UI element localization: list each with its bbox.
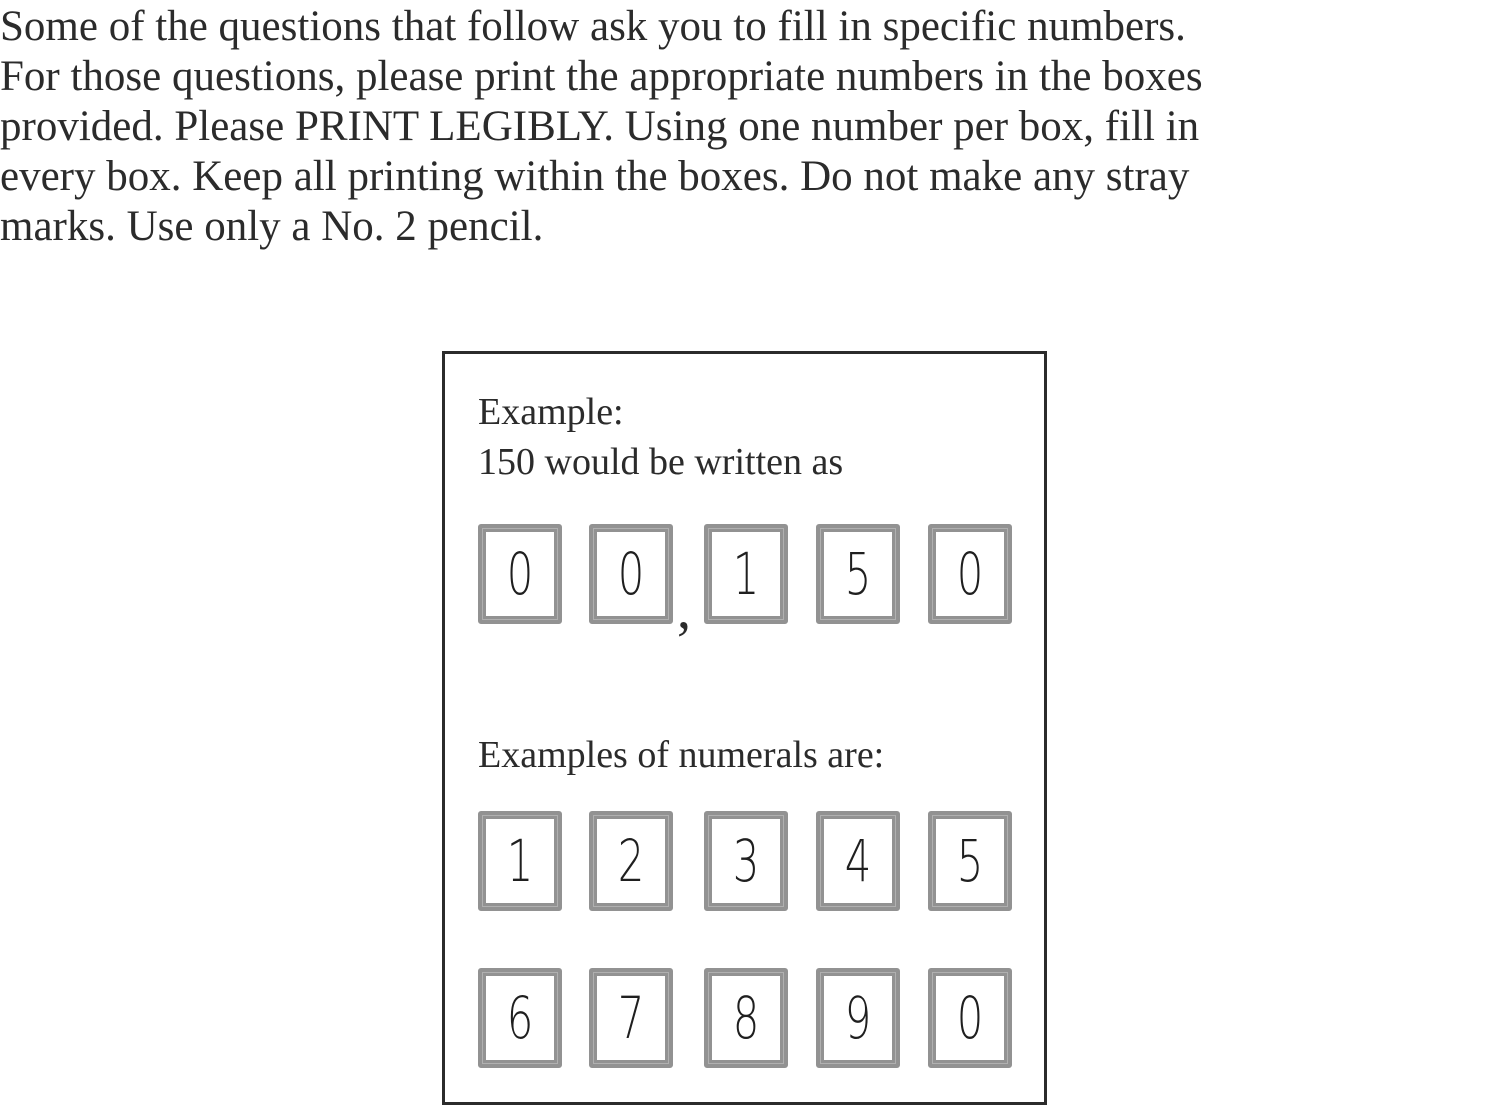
digit-box	[928, 968, 1012, 1068]
numerals-row-2	[445, 968, 1044, 1068]
digit: 2	[617, 827, 645, 895]
instructions-paragraph	[0, 2, 1486, 252]
digit-box	[816, 811, 900, 911]
example-frame	[442, 351, 1047, 1105]
digit-box	[589, 968, 673, 1068]
digit: 0	[617, 540, 645, 608]
example-label: Example:	[478, 391, 624, 433]
digit: 0	[956, 540, 984, 608]
digit: 4	[844, 827, 872, 895]
digit-box	[704, 524, 788, 624]
digit: 1	[506, 827, 534, 895]
digit: 0	[956, 984, 984, 1052]
digit-box	[589, 811, 673, 911]
digit-box	[928, 524, 1012, 624]
digit: 1	[732, 540, 760, 608]
digit: 8	[732, 984, 760, 1052]
digit-box	[478, 811, 562, 911]
example-digit-row	[445, 524, 1044, 641]
digit-box	[816, 968, 900, 1068]
digit-box	[816, 524, 900, 624]
digit-box	[704, 811, 788, 911]
digit: 5	[956, 827, 984, 895]
numerals-label: Examples of numerals are:	[478, 734, 885, 776]
digit-box	[704, 968, 788, 1068]
digit: 3	[732, 827, 760, 895]
digit: 5	[844, 540, 872, 608]
instructions-line: Some of the questions that follow ask you to fill in specific numbers.	[0, 3, 1186, 50]
instructions-line: For those questions, please print the appropriate numbers in the boxes	[0, 53, 1203, 100]
example-caption: 150 would be written as	[478, 441, 844, 483]
digit-box	[478, 968, 562, 1068]
digit: 7	[617, 984, 645, 1052]
instructions-line: every box. Keep all printing within the boxes. Do not make any stray	[0, 153, 1190, 200]
digit: 0	[506, 540, 534, 608]
numerals-row-1	[445, 811, 1044, 911]
thousands-separator: ,	[677, 579, 691, 641]
instructions-line: provided. Please PRINT LEGIBLY. Using one number per box, fill in	[0, 103, 1200, 150]
digit: 6	[506, 984, 534, 1052]
digit-box	[928, 811, 1012, 911]
instructions-line: marks. Use only a No. 2 pencil.	[0, 203, 544, 250]
digit-box	[589, 524, 673, 624]
digit: 9	[844, 984, 872, 1052]
digit-box	[478, 524, 562, 624]
